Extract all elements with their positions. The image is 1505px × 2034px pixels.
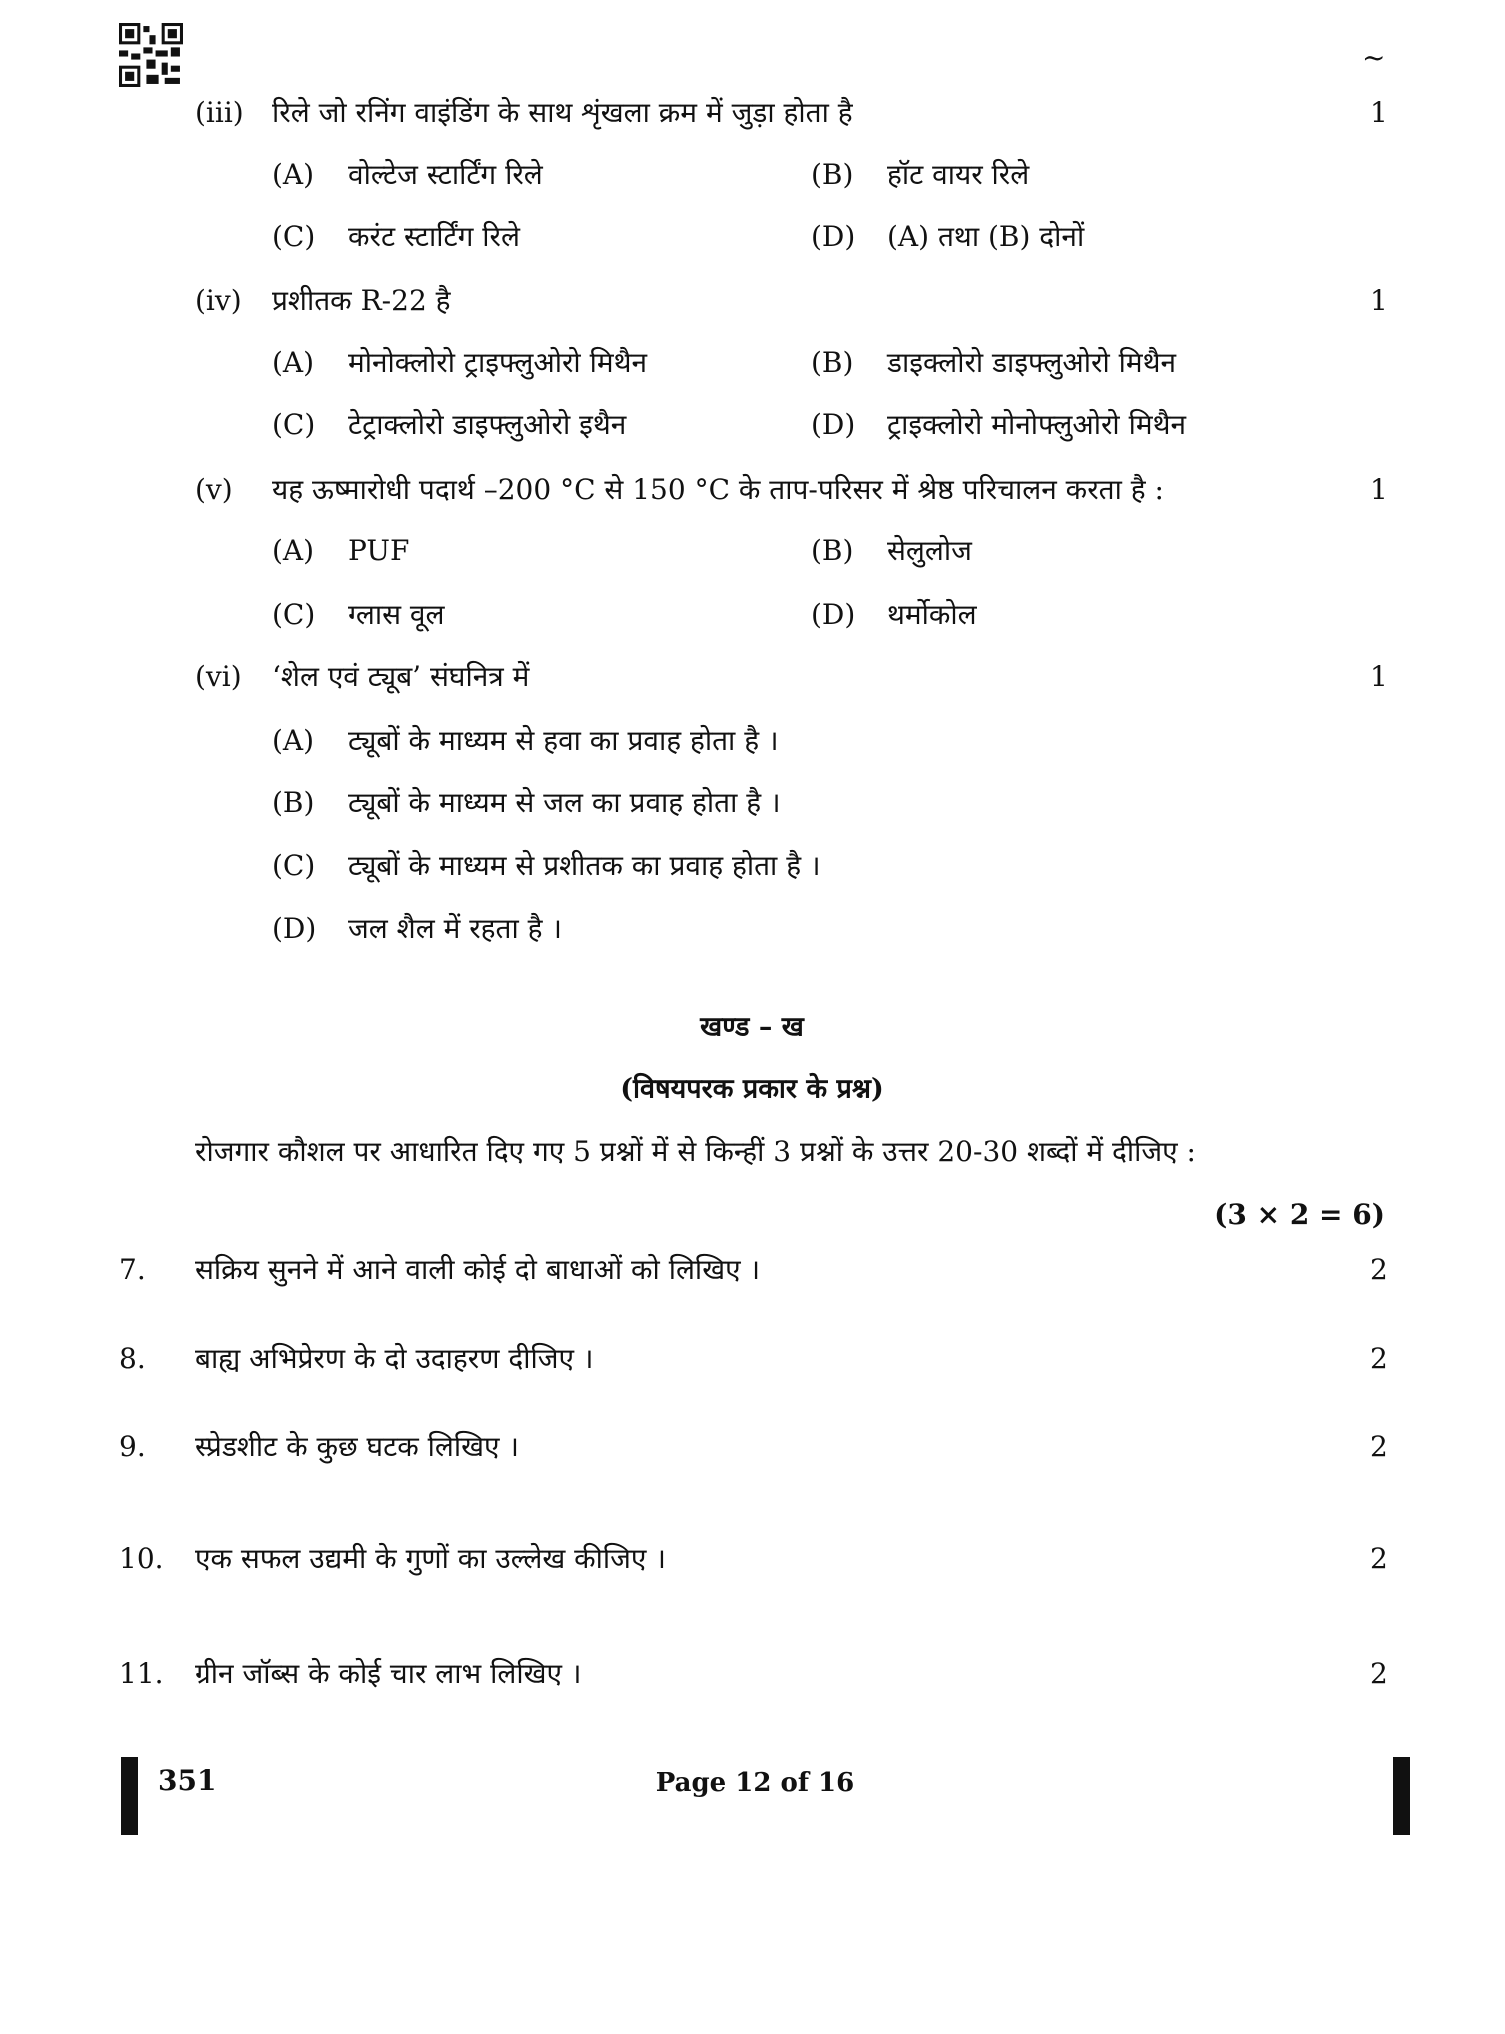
question-number: 10. — [119, 1542, 164, 1575]
mcq-question: ‘शेल एवं ट्यूब’ संघनित्र में — [272, 660, 530, 693]
option-label: (C) — [272, 598, 316, 631]
question-text: सक्रिय सुनने में आने वाली कोई दो बाधाओं को लिखिए । — [195, 1253, 761, 1286]
option-text: ट्यूबों के माध्यम से हवा का प्रवाह होता है । — [348, 724, 779, 757]
question-number: 7. — [119, 1253, 146, 1286]
question-text: बाह्य अभिप्रेरण के दो उदाहरण दीजिए । — [195, 1342, 594, 1375]
option-text: ट्यूबों के माध्यम से जल का प्रवाह होता है । — [348, 786, 781, 819]
question-text: ग्रीन जॉब्स के कोई चार लाभ लिखिए । — [195, 1657, 582, 1690]
footer-left-bar — [121, 1757, 138, 1835]
option-label: (D) — [811, 408, 856, 441]
option-text: ट्राइक्लोरो मोनोफ्लुओरो मिथैन — [887, 408, 1187, 441]
question-text: एक सफल उद्यमी के गुणों का उल्लेख कीजिए । — [195, 1542, 666, 1575]
option-text: (A) तथा (B) दोनों — [887, 220, 1085, 253]
option-text: ट्यूबों के माध्यम से प्रशीतक का प्रवाह होता है । — [348, 849, 821, 882]
question-marks: 2 — [1370, 1430, 1388, 1463]
option-label: (A) — [272, 346, 315, 379]
option-text: टेट्राक्लोरो डाइफ्लुओरो इथैन — [348, 408, 627, 441]
question-text: स्प्रेडशीट के कुछ घटक लिखिए । — [195, 1430, 519, 1463]
paper-code: 351 — [158, 1764, 217, 1797]
section-subtitle: (विषयपरक प्रकार के प्रश्न) — [620, 1073, 884, 1105]
option-label: (C) — [272, 408, 316, 441]
mcq-number: (iii) — [195, 96, 244, 129]
option-label: (B) — [811, 346, 854, 379]
question-marks: 2 — [1370, 1657, 1388, 1690]
option-label: (C) — [272, 849, 316, 882]
option-label: (D) — [811, 220, 856, 253]
option-text: हॉट वायर रिले — [887, 158, 1030, 191]
option-text: करंट स्टार्टिंग रिले — [348, 220, 520, 253]
question-number: 8. — [119, 1342, 146, 1375]
option-label: (B) — [811, 534, 854, 567]
section-title: खण्ड – ख — [700, 1011, 804, 1043]
option-label: (D) — [811, 598, 856, 631]
option-label: (D) — [272, 912, 317, 945]
option-text: जल शैल में रहता है । — [348, 912, 563, 945]
question-marks: 2 — [1370, 1342, 1388, 1375]
option-label: (B) — [272, 786, 315, 819]
section-marks-total: (3 × 2 = 6) — [1214, 1198, 1385, 1231]
question-marks: 2 — [1370, 1253, 1388, 1286]
corner-mark: ~ — [1362, 41, 1386, 74]
question-number: 9. — [119, 1430, 146, 1463]
option-label: (C) — [272, 220, 316, 253]
option-label: (B) — [811, 158, 854, 191]
option-label: (A) — [272, 158, 315, 191]
mcq-number: (vi) — [195, 660, 242, 693]
option-label: (A) — [272, 724, 315, 757]
mcq-marks: 1 — [1370, 284, 1388, 317]
question-number: 11. — [119, 1657, 164, 1690]
mcq-number: (v) — [195, 473, 233, 506]
mcq-marks: 1 — [1370, 473, 1388, 506]
section-instruction: रोजगार कौशल पर आधारित दिए गए 5 प्रश्नों में से किन्हीं 3 प्रश्नों के उत्तर 20-30 शब्दों में दीजिए : — [195, 1135, 1196, 1168]
option-label: (A) — [272, 534, 315, 567]
option-text: सेलुलोज — [887, 534, 972, 567]
option-text: मोनोक्लोरो ट्राइफ्लुओरो मिथैन — [348, 346, 648, 379]
mcq-marks: 1 — [1370, 660, 1388, 693]
option-text: PUF — [348, 534, 410, 567]
option-text: वोल्टेज स्टार्टिंग रिले — [348, 158, 543, 191]
option-text: थर्मोकोल — [887, 598, 977, 631]
mcq-number: (iv) — [195, 284, 242, 317]
option-text: डाइक्लोरो डाइफ्लुओरो मिथैन — [887, 346, 1177, 379]
mcq-question: रिले जो रनिंग वाइंडिंग के साथ शृंखला क्रम में जुड़ा होता है — [272, 96, 853, 129]
qr-code-icon — [119, 22, 183, 88]
question-marks: 2 — [1370, 1542, 1388, 1575]
mcq-question: प्रशीतक R-22 है — [272, 284, 451, 317]
footer-right-bar — [1393, 1757, 1410, 1835]
mcq-marks: 1 — [1370, 96, 1388, 129]
mcq-question: यह ऊष्मारोधी पदार्थ –200 °C से 150 °C के ताप-परिसर में श्रेष्ठ परिचालन करता है : — [272, 473, 1164, 506]
option-text: ग्लास वूल — [348, 598, 445, 631]
page-number: Page 12 of 16 — [655, 1768, 855, 1798]
